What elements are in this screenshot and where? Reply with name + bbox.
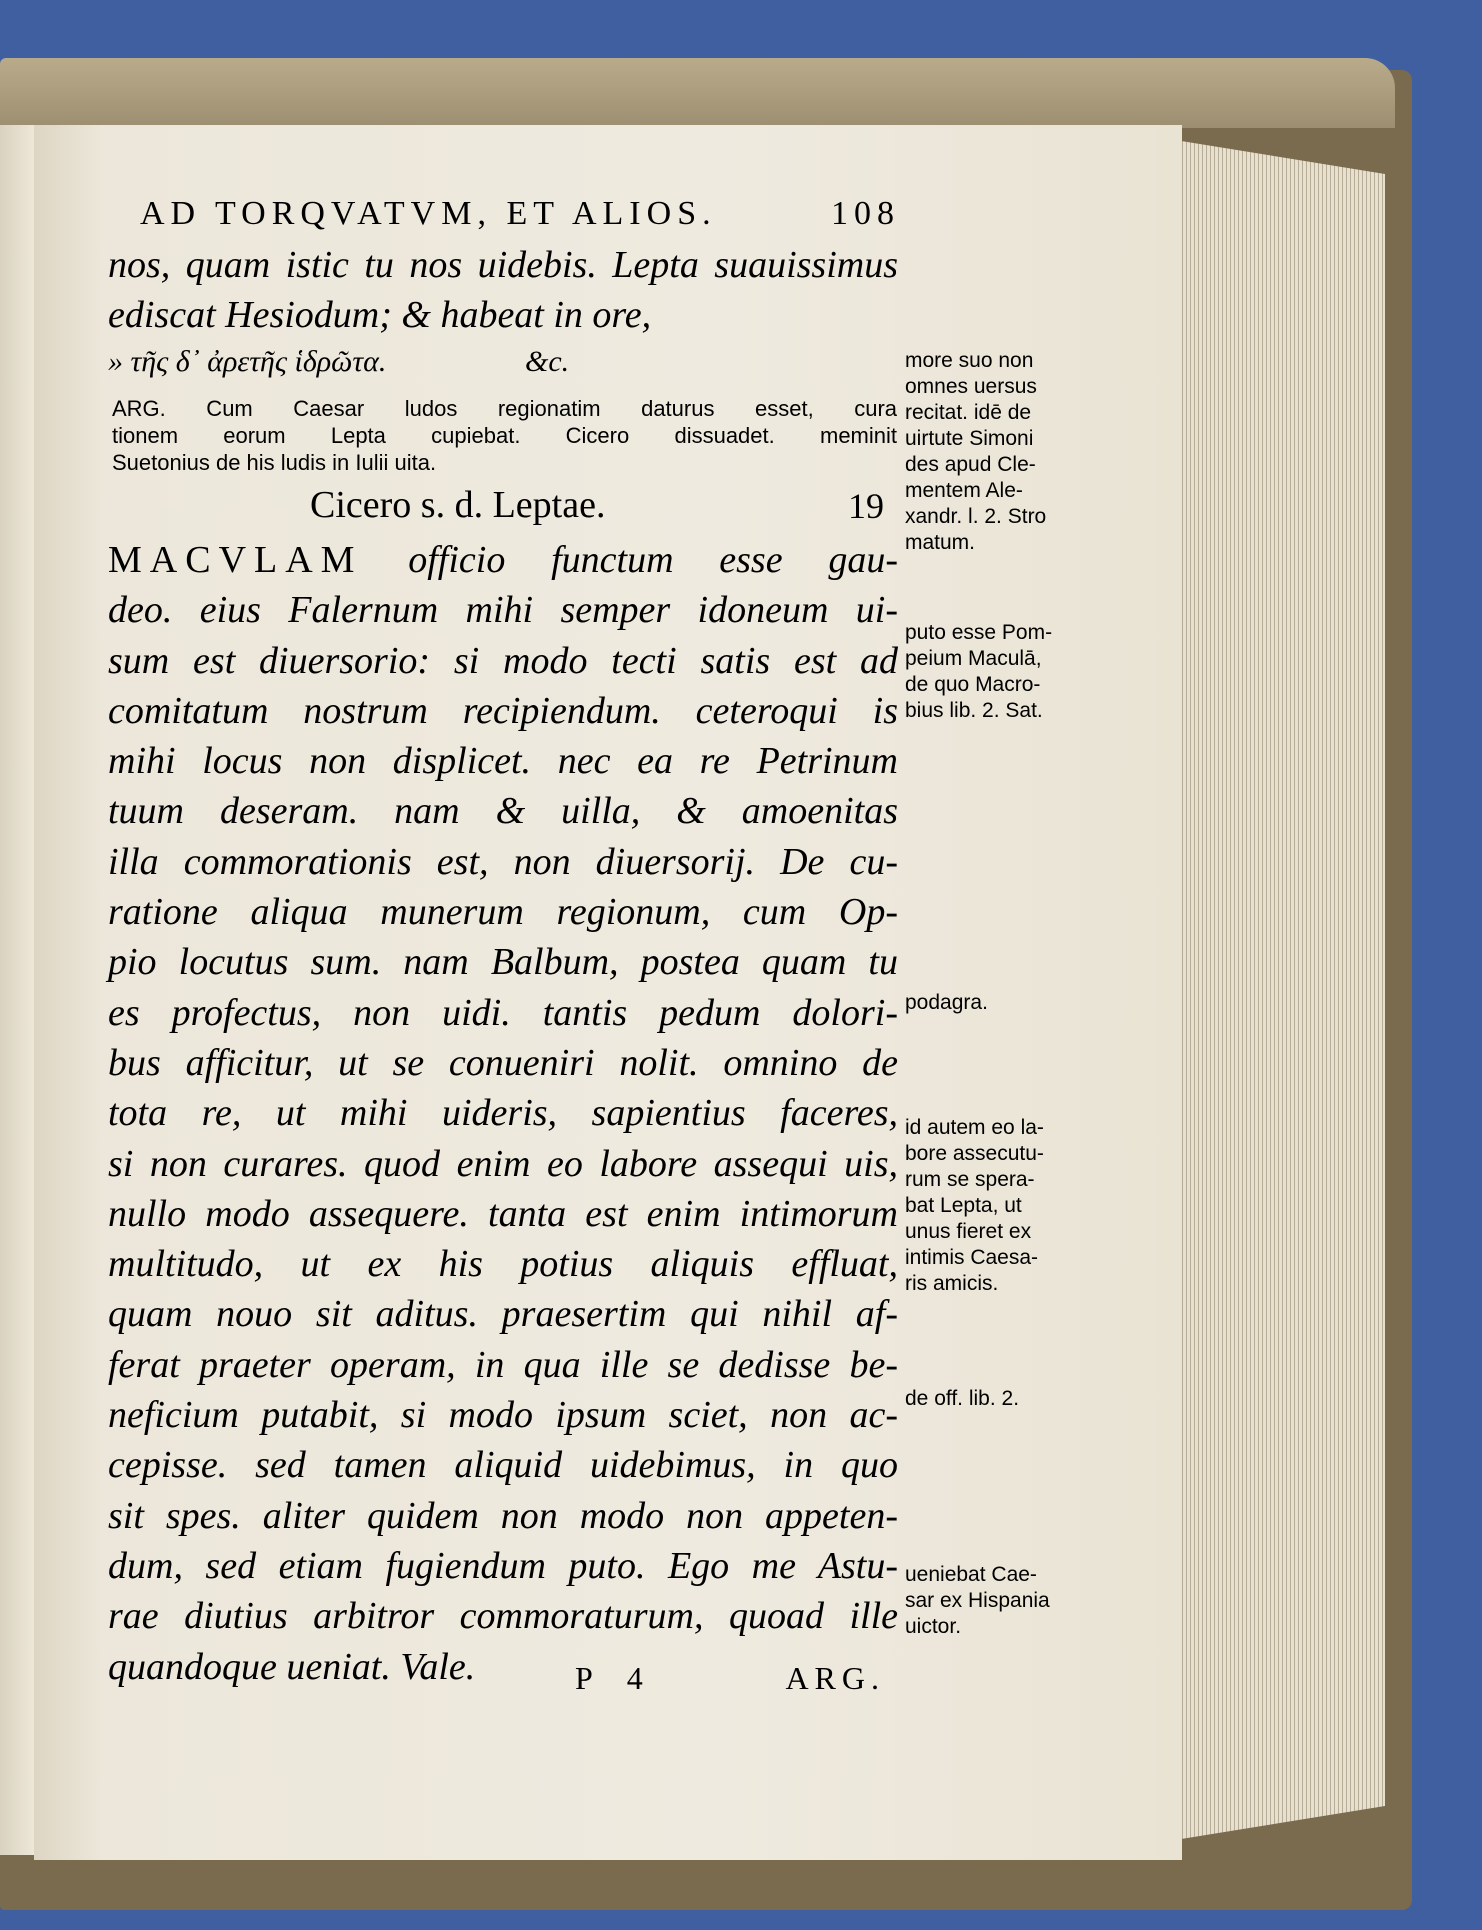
argument-line: Suetonius de his ludis in Iulii uita. [112,450,437,475]
letter-line: es profectus, non uidi. tantis pedum dolori- [108,991,898,1034]
letter-line: cepisse. sed tamen aliquid uidebimus, in quo [108,1444,898,1487]
marginal-note [905,620,1115,724]
note-line: des apud Cle- [905,453,1036,476]
note-line: unus fieret ex [905,1220,1032,1243]
letter-line: sit spes. aliter quidem non modo non appeten- [108,1494,898,1537]
marginal-note [905,990,1115,1016]
note-line: puto esse Pom- [905,621,1053,644]
letter-line-text: officio functum esse gau- [408,539,899,581]
letter-line: mihi locus non displicet. nec ea re Petrinum [108,740,898,783]
letter-line: si non curares. quod enim eo labore assequi uis, [108,1142,898,1185]
page-edges [1175,140,1385,1840]
note-line: peium Maculā, [905,647,1042,670]
signature-number: 4 [626,1660,649,1696]
note-line: bore assecutu- [905,1142,1044,1165]
marginal-note [905,1386,1115,1412]
note-line: id autem eo la- [905,1116,1044,1139]
note-line: matum. [905,531,976,554]
marginal-note [905,348,1115,556]
note-line: bius lib. 2. Sat. [905,699,1043,722]
letter-line: quandoque ueniat. Vale. [108,1645,476,1688]
signature-letter: P [575,1660,599,1696]
argument-line: tionem eorum Lepta cupiebat. Cicero dissuadet. meminit [112,423,897,448]
letter-line: dum, sed etiam fugiendum puto. Ego me Astu- [108,1544,898,1587]
note-line: recitat. idē de [905,401,1032,424]
page-number: 108 [831,195,900,232]
letter-line: tota re, ut mihi uideris, sapientius faceres, [108,1092,898,1135]
letter-line: pio locutus sum. nam Balbum, postea quam tu [108,941,898,984]
continuation-text [108,240,898,340]
note-line: podagra. [905,991,988,1014]
facing-page-edge [0,125,34,1855]
letter-line: rae diutius arbitror commoraturum, quoad ille [108,1595,898,1638]
signature-mark [575,1660,649,1697]
note-line: ueniebat Cae- [905,1563,1037,1586]
letter-line: sum est diuersorio: si modo tecti satis est ad [108,639,898,682]
letter-line: ferat praeter operam, in qua ille se dedisse be- [108,1343,898,1386]
letter-line: bus afficitur, ut se conueniri nolit. omnino de [108,1041,898,1084]
greek-etc: &c. [525,345,570,378]
letter-line: illa commorationis est, non diuersorij. De cu- [108,840,898,883]
letter-line: comitatum nostrum recipiendum. ceteroqui is [108,689,898,732]
argument [112,395,897,476]
letter-line: ratione aliqua munerum regionum, cum Op- [108,891,898,934]
note-line: de quo Macro- [905,673,1041,696]
letter-title: Cicero s. d. Leptae. [310,484,606,526]
letter-line: nullo modo assequere. tanta est enim intimorum [108,1192,898,1235]
letter-line: neficium putabit, si modo ipsum sciet, non ac- [108,1394,898,1437]
letter-initial: MACVLAM [108,539,363,581]
note-line: uictor. [905,1615,962,1638]
marginal-note [905,1115,1115,1297]
note-line: mentem Ale- [905,479,1023,502]
note-line: intimis Caesa- [905,1246,1039,1269]
marginal-note [905,1562,1115,1640]
letter-line: deo. eius Falernum mihi semper idoneum ui- [108,589,898,632]
note-line: uirtute Simoni [905,427,1034,450]
note-line: sar ex Hispania [905,1589,1050,1612]
letter-line: multitudo, ut ex his potius aliquis effluat, [108,1243,898,1286]
text-line: nos, quam istic tu nos uidebis. Lepta suauissimus [108,244,898,286]
letter-number: 19 [848,486,884,526]
running-head-title: AD TORQVATVM, ET ALIOS. [140,195,717,232]
book-cover-top [0,58,1395,128]
note-line: omnes uersus [905,375,1037,398]
letter-first-line [108,535,898,585]
argument-line: ARG. Cum Caesar ludos regionatim daturus esset, cura [112,396,897,421]
note-line: de off. lib. 2. [905,1387,1020,1410]
note-line: bat Lepta, ut [905,1194,1022,1217]
letter-line: quam nouo sit aditus. praesertim qui nihil af- [108,1293,898,1336]
letter-body [108,535,898,1692]
letter-line: tuum deseram. nam & uilla, & amoenitas [108,790,898,833]
text-line: edis​cat Hesiodum; & habeat in ore, [108,294,652,336]
note-line: more suo non [905,349,1034,372]
note-line: xandr. l. 2. Stro [905,505,1047,528]
running-head [140,195,900,233]
catchword: ARG. [785,1660,885,1696]
note-line: ris amicis. [905,1272,999,1295]
note-line: rum se spera- [905,1168,1035,1191]
page-footer [575,1660,885,1697]
greek-quotation: » τῆς δ᾽ ἀρετῆς ἱδρῶτα. [108,345,387,378]
